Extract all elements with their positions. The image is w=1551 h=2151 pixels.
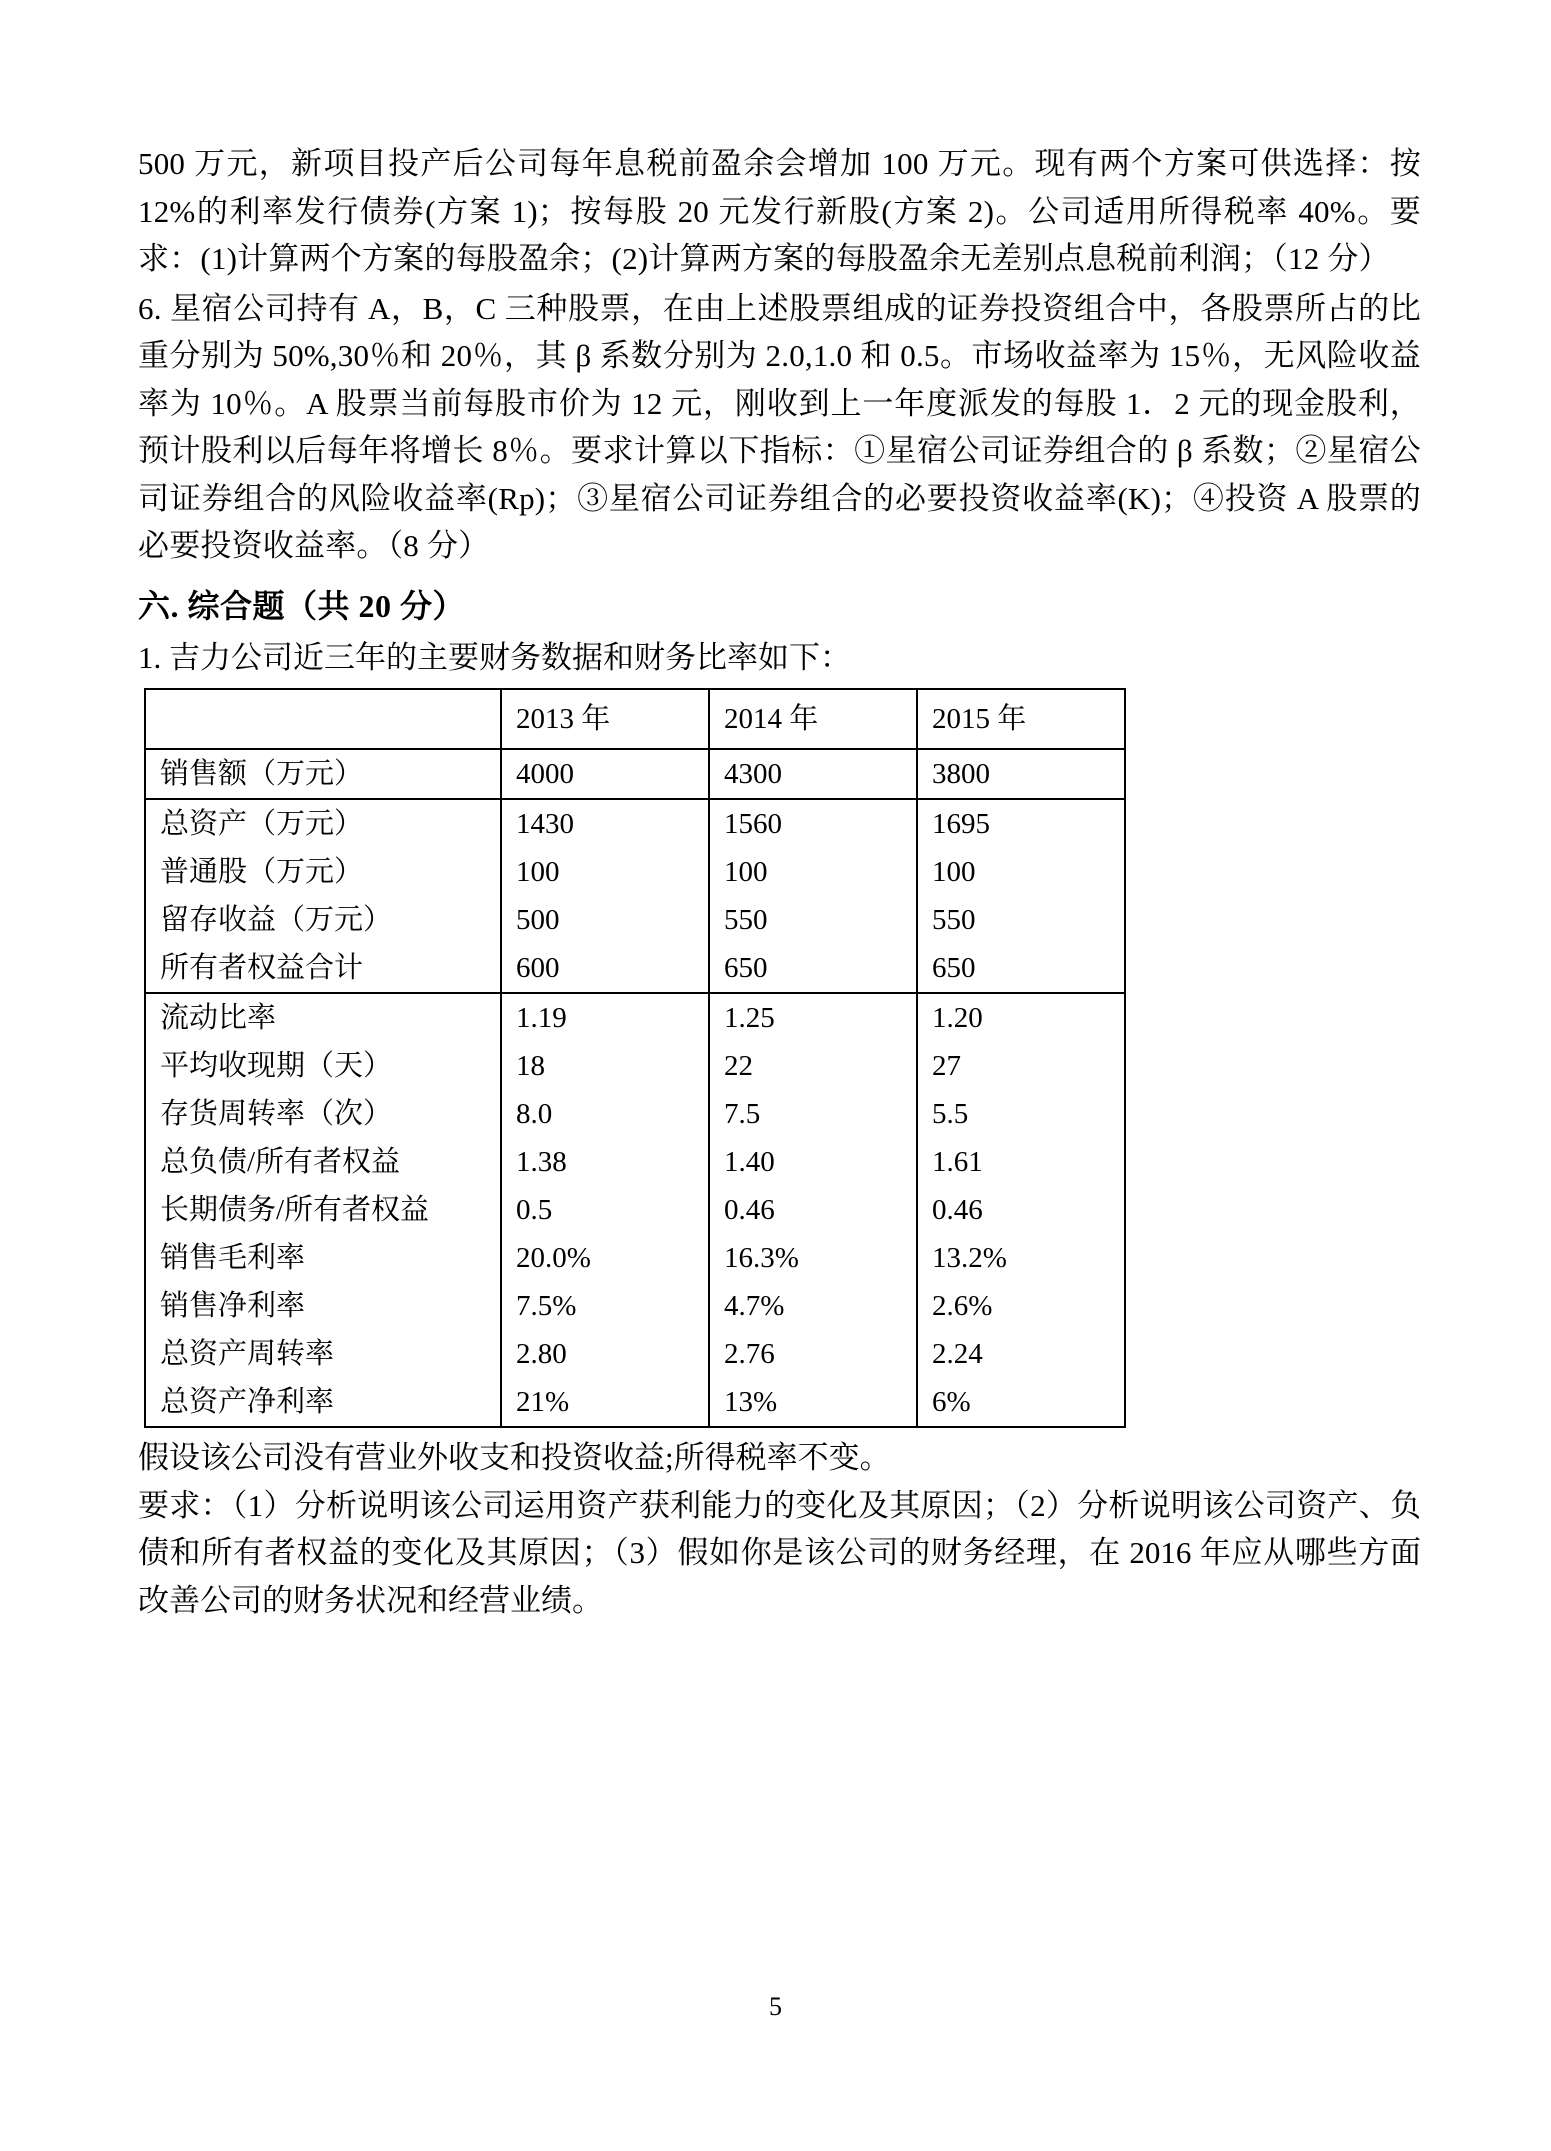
table-assumption-note: 假设该公司没有营业外收支和投资收益;所得税率不变。 xyxy=(138,1439,891,1475)
table-cell-value: 100 xyxy=(709,848,917,896)
table-row xyxy=(145,1330,1125,1378)
table-row-label: 销售净利率 xyxy=(145,1282,501,1330)
table-cell-value: 27 xyxy=(917,1042,1125,1090)
table-cell-value: 4000 xyxy=(501,749,709,799)
table-cell-value: 16.3% xyxy=(709,1234,917,1282)
table-cell-value: 0.46 xyxy=(917,1186,1125,1234)
table-cell-value: 21% xyxy=(501,1378,709,1427)
requirements-paragraph: 要求：（1）分析说明该公司运用资产获利能力的变化及其原因；（2）分析说明该公司资产、负债和所有者权益的变化及其原因；（3）假如你是该公司的财务经理，在 2016 年应从哪些方面改善公司的财务状况和经营业绩。 xyxy=(138,1487,1421,1618)
table-row-label: 总资产（万元） xyxy=(145,799,501,848)
table-cell-value: 1.61 xyxy=(917,1138,1125,1186)
table-row-label: 存货周转率（次） xyxy=(145,1090,501,1138)
table-cell-value: 13% xyxy=(709,1378,917,1427)
table-header-corner xyxy=(145,689,501,749)
table-row-label: 留存收益（万元） xyxy=(145,896,501,944)
table-cell-value: 6% xyxy=(917,1378,1125,1427)
table-row xyxy=(145,1282,1125,1330)
table-cell-value: 100 xyxy=(501,848,709,896)
table-row-label: 总资产周转率 xyxy=(145,1330,501,1378)
table-header-row xyxy=(145,689,1125,749)
page-number: 5 xyxy=(769,1992,782,2021)
table-row xyxy=(145,896,1125,944)
section-six-heading: 六. 综合题（共 20 分） xyxy=(138,587,466,624)
table-cell-value: 13.2% xyxy=(917,1234,1125,1282)
table-row xyxy=(145,1138,1125,1186)
table-row-label: 总资产净利率 xyxy=(145,1378,501,1427)
table-cell-value: 8.0 xyxy=(501,1090,709,1138)
table-cell-value: 650 xyxy=(709,944,917,993)
table-cell-value: 1695 xyxy=(917,799,1125,848)
table-cell-value: 4300 xyxy=(709,749,917,799)
table-cell-value: 18 xyxy=(501,1042,709,1090)
table-cell-value: 0.46 xyxy=(709,1186,917,1234)
question-1-lead-in: 1. 吉力公司近三年的主要财务数据和财务比率如下： xyxy=(138,639,851,675)
question-5-continued-paragraph: 500 万元，新项目投产后公司每年息税前盈余会增加 100 万元。现有两个方案可供选择：按12%的利率发行债券(方案 1)；按每股 20 元发行新股(方案 2)。公司适用所得税率 40%。要求：(1)计算两个方案的每股盈余；(2)计算两方案的每股盈余无差别点息税前利润；（12 分） xyxy=(138,146,1421,276)
table-cell-value: 1.19 xyxy=(501,993,709,1042)
table-row-label: 长期债务/所有者权益 xyxy=(145,1186,501,1234)
table-cell-value: 500 xyxy=(501,896,709,944)
table-cell-value: 1.25 xyxy=(709,993,917,1042)
table-header-cell: 2013 年 xyxy=(501,689,709,749)
table-row-label: 普通股（万元） xyxy=(145,848,501,896)
question-6-paragraph: 6. 星宿公司持有 A，B，C 三种股票，在由上述股票组成的证券投资组合中，各股票所占的比重分别为 50%,30％和 20％，其 β 系数分别为 2.0,1.0 和 0.5。市场收益率为 15％，无风险收益率为 10％。A 股票当前每股市价为 12 元，刚收到上一年度派发的每股 1．2 元的现金股利，预计股利以后每年将增长 8％。要求计算以下指标：①星宿公司证券组合的 β 系数；②星宿公司证券组合的风险收益率(Rp)；③星宿公司证券组合的必要投资收益率(K)；④投资 A 股票的必要投资收益率。（8 分） xyxy=(138,290,1421,563)
table-cell-value: 1.20 xyxy=(917,993,1125,1042)
table-row-label: 总负债/所有者权益 xyxy=(145,1138,501,1186)
table-cell-value: 550 xyxy=(709,896,917,944)
table-row xyxy=(145,944,1125,993)
table-row-label: 流动比率 xyxy=(145,993,501,1042)
table-row xyxy=(145,799,1125,848)
table-header-cell: 2015 年 xyxy=(917,689,1125,749)
table-cell-value: 650 xyxy=(917,944,1125,993)
table-row-label: 销售额（万元） xyxy=(145,749,501,799)
table-cell-value: 7.5 xyxy=(709,1090,917,1138)
table-row-label: 所有者权益合计 xyxy=(145,944,501,993)
financial-data-table xyxy=(144,688,1126,1428)
table-row xyxy=(145,1186,1125,1234)
table-cell-value: 2.6% xyxy=(917,1282,1125,1330)
table-row xyxy=(145,1378,1125,1427)
table-cell-value: 2.76 xyxy=(709,1330,917,1378)
table-cell-value: 3800 xyxy=(917,749,1125,799)
table-cell-value: 2.24 xyxy=(917,1330,1125,1378)
table-cell-value: 4.7% xyxy=(709,1282,917,1330)
table-cell-value: 7.5% xyxy=(501,1282,709,1330)
table-cell-value: 1.38 xyxy=(501,1138,709,1186)
table-row xyxy=(145,848,1125,896)
table-row xyxy=(145,1042,1125,1090)
table-cell-value: 1560 xyxy=(709,799,917,848)
table-row xyxy=(145,993,1125,1042)
table-cell-value: 550 xyxy=(917,896,1125,944)
table-header-cell: 2014 年 xyxy=(709,689,917,749)
table-cell-value: 22 xyxy=(709,1042,917,1090)
table-cell-value: 600 xyxy=(501,944,709,993)
table-row xyxy=(145,749,1125,799)
table-cell-value: 5.5 xyxy=(917,1090,1125,1138)
table-cell-value: 1430 xyxy=(501,799,709,848)
table-cell-value: 0.5 xyxy=(501,1186,709,1234)
table-row xyxy=(145,1234,1125,1282)
table-cell-value: 2.80 xyxy=(501,1330,709,1378)
table-row xyxy=(145,1090,1125,1138)
table-cell-value: 100 xyxy=(917,848,1125,896)
table-row-label: 平均收现期（天） xyxy=(145,1042,501,1090)
table-cell-value: 20.0% xyxy=(501,1234,709,1282)
table-cell-value: 1.40 xyxy=(709,1138,917,1186)
table-row-label: 销售毛利率 xyxy=(145,1234,501,1282)
